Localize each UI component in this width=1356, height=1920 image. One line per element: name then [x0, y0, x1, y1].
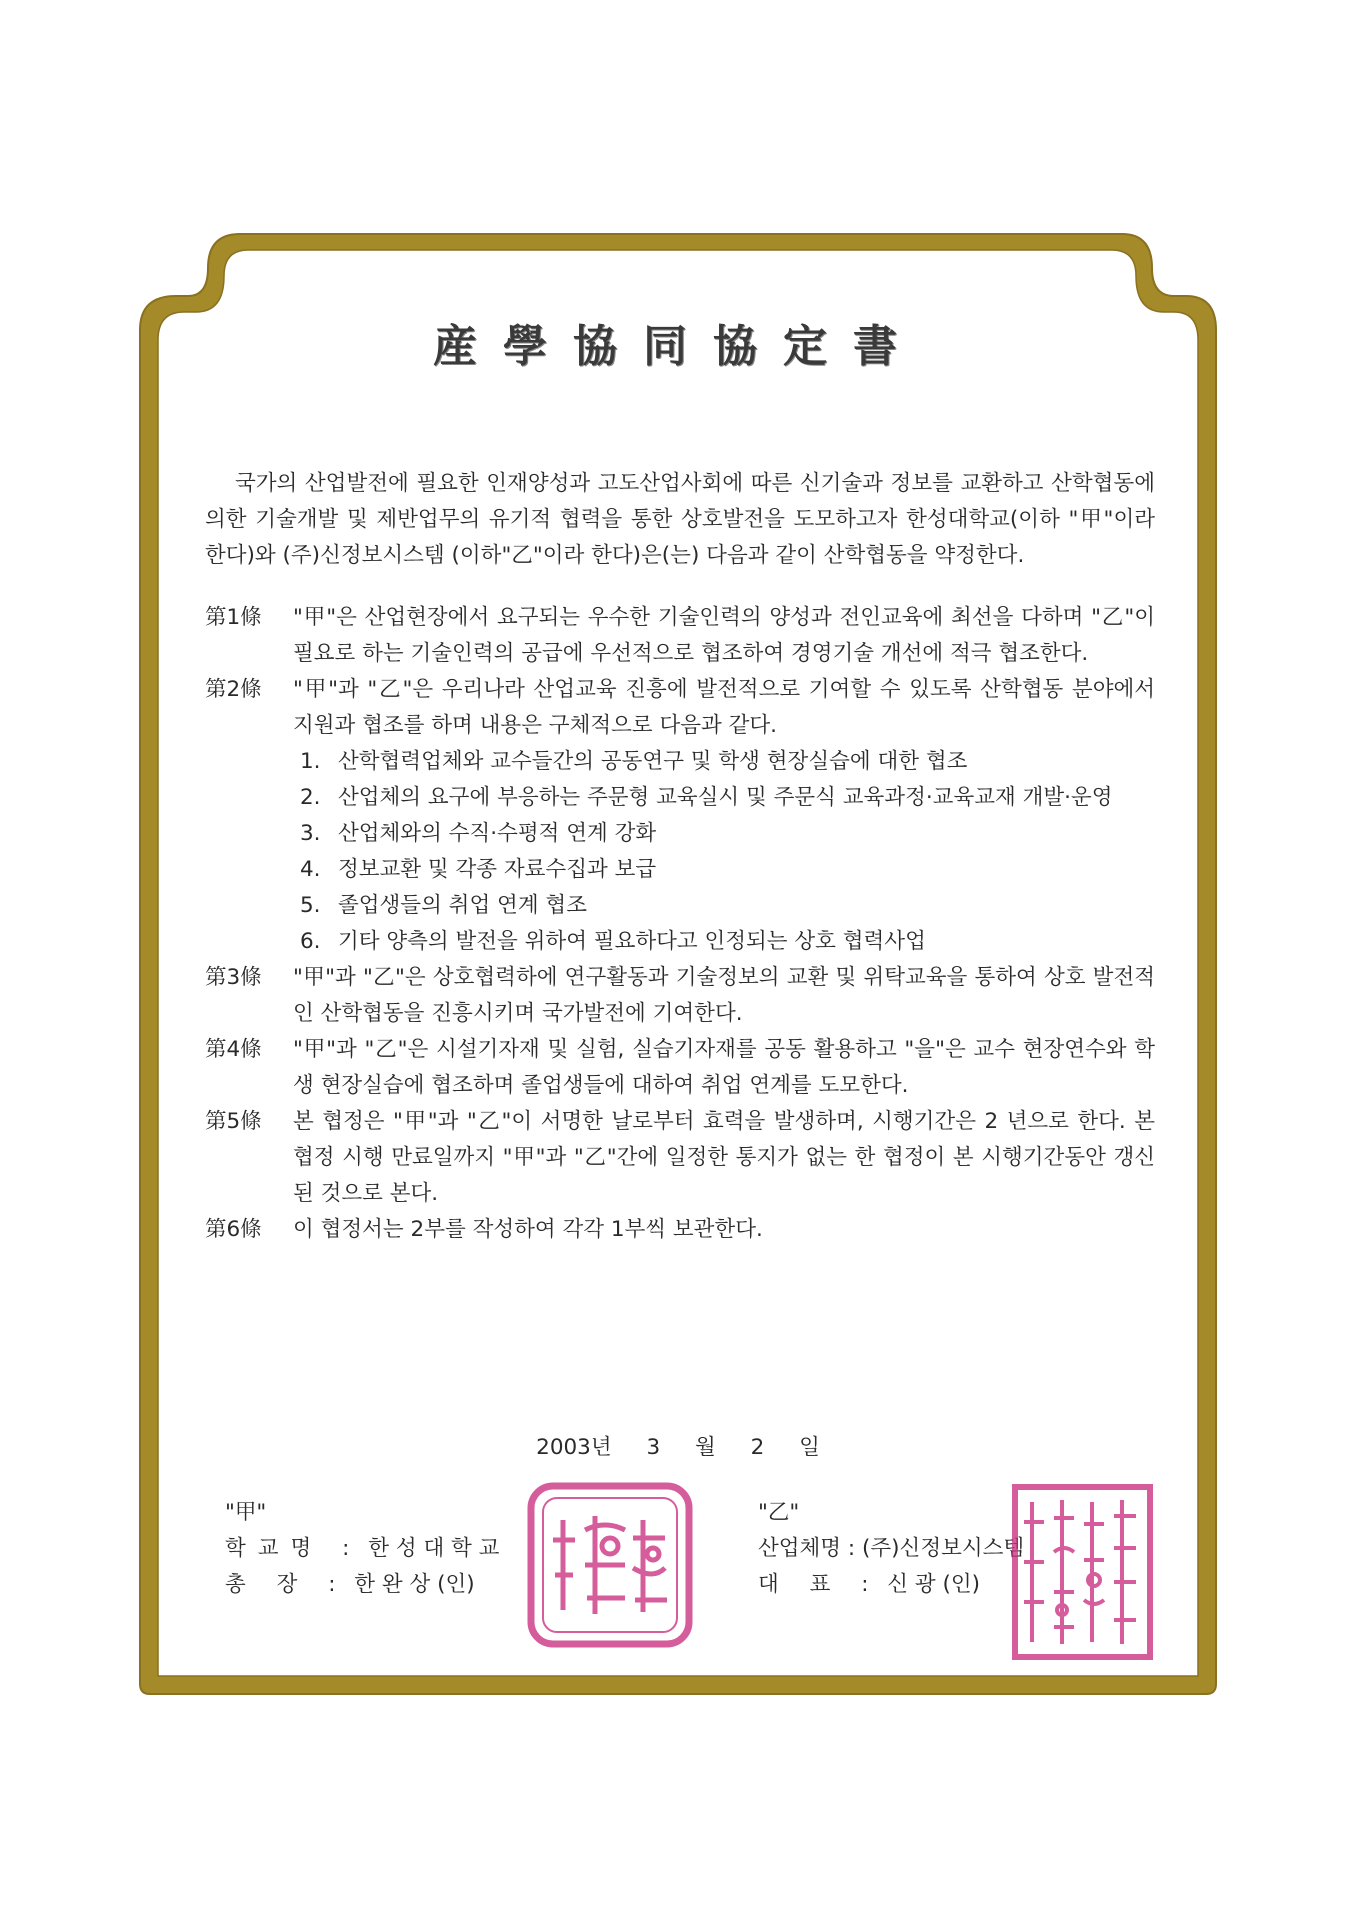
list-item: [205, 852, 1155, 888]
agreement-body: [205, 466, 1155, 1248]
party-b-tag: "乙": [758, 1500, 800, 1525]
article-3: [205, 960, 1155, 1032]
item-number: 6.: [300, 929, 321, 954]
item-number: 3.: [300, 821, 321, 846]
document-title: 産學協同協定書: [433, 321, 923, 372]
agreement-date: 2003년 3 월 2 일: [536, 1435, 820, 1460]
list-item: [205, 780, 1155, 816]
item-text: 산업체와의 수직·수평적 연계 강화: [338, 821, 657, 846]
item-number: 5.: [300, 893, 321, 918]
item-text: 졸업생들의 취업 연계 협조: [338, 893, 587, 918]
item-number: 1.: [300, 749, 321, 774]
article-5: [205, 1104, 1155, 1212]
article-2-items: [205, 744, 1155, 960]
article-text: "甲"과 "乙"은 상호협력하에 연구활동과 기술정보의 교환 및 위탁교육을 통하여 상호 발전적인 산학협동을 진흥시키며 국가발전에 기여한다.: [293, 965, 1155, 1026]
list-item: [205, 744, 1155, 780]
party-b-name-label: 산업체명 :: [758, 1536, 856, 1561]
party-a-signature-block: [225, 1495, 499, 1603]
university-seal-stamp: [525, 1480, 695, 1650]
article-number: 第3條: [205, 965, 262, 990]
party-b-signature-block: [758, 1495, 1024, 1603]
party-a-name-value: 한 성 대 학 교: [368, 1536, 500, 1561]
party-b-rep-value: 신 광 (인): [887, 1572, 981, 1597]
party-b-name-row: [758, 1531, 1024, 1567]
article-6: [205, 1212, 1155, 1248]
item-number: 2.: [300, 785, 321, 810]
list-item: [205, 816, 1155, 852]
list-item: [205, 888, 1155, 924]
intro-paragraph: 국가의 산업발전에 필요한 인재양성과 고도산업사회에 따른 신기술과 정보를 교환하고 산학협동에 의한 기술개발 및 제반업무의 유기적 협력을 통한 상호발전을 도모하고자 한성대학교(이하 "甲"이라 한다)와 (주)신정보시스템 (이하"乙"이라 한다)은(는) 다음과 같이 산학협동을 약정한다.: [205, 471, 1155, 568]
article-1: [205, 600, 1155, 672]
item-text: 산업체의 요구에 부응하는 주문형 교육실시 및 주문식 교육과정·교육교재 개발·운영: [338, 785, 1113, 810]
article-text: 본 협정은 "甲"과 "乙"이 서명한 날로부터 효력을 발생하며, 시행기간은 2 년으로 한다. 본 협정 시행 만료일까지 "甲"과 "乙"간에 일정한 통지가 없는 한 협정이 본 시행기간동안 갱신된 것으로 본다.: [293, 1109, 1155, 1206]
article-text: "甲"과 "乙"은 시설기자재 및 실험, 실습기자재를 공동 활용하고 "을"은 교수 현장연수와 학생 현장실습에 협조하며 졸업생들에 대하여 취업 연계를 도모한다.: [293, 1037, 1155, 1098]
article-text: 이 협정서는 2부를 작성하여 각각 1부씩 보관한다.: [293, 1217, 763, 1242]
list-item: [205, 924, 1155, 960]
party-a-rep-row: [225, 1567, 499, 1603]
party-b-rep-label: 대 표 :: [758, 1572, 881, 1597]
article-text: "甲"과 "乙"은 우리나라 산업교육 진흥에 발전적으로 기여할 수 있도록 산학협동 분야에서 지원과 협조를 하며 내용은 구체적으로 다음과 같다.: [293, 677, 1155, 738]
item-text: 산학협력업체와 교수들간의 공동연구 및 학생 현장실습에 대한 협조: [338, 749, 968, 774]
article-number: 第4條: [205, 1037, 262, 1062]
item-text: 기타 양측의 발전을 위하여 필요하다고 인정되는 상호 협력사업: [338, 929, 926, 954]
article-2: [205, 672, 1155, 744]
item-number: 4.: [300, 857, 321, 882]
party-a-rep-label: 총 장 :: [225, 1572, 348, 1597]
company-seal-stamp: [1010, 1482, 1155, 1662]
party-a-name-row: [225, 1531, 499, 1567]
party-b-rep-row: [758, 1567, 1024, 1603]
party-b-name-value: (주)신정보시스템: [862, 1536, 1025, 1561]
party-a-tag: "甲": [225, 1500, 267, 1525]
article-number: 第6條: [205, 1217, 262, 1242]
article-number: 第5條: [205, 1109, 262, 1134]
article-4: [205, 1032, 1155, 1104]
article-number: 第1條: [205, 605, 262, 630]
item-text: 정보교환 및 각종 자료수집과 보급: [338, 857, 657, 882]
party-a-rep-value: 한 완 상 (인): [354, 1572, 475, 1597]
article-number: 第2條: [205, 677, 262, 702]
article-text: "甲"은 산업현장에서 요구되는 우수한 기술인력의 양성과 전인교육에 최선을 다하며 "乙"이 필요로 하는 기술인력의 공급에 우선적으로 협조하여 경영기술 개선에 적극 협조한다.: [293, 605, 1155, 666]
party-a-name-label: 학교명 :: [225, 1536, 362, 1561]
